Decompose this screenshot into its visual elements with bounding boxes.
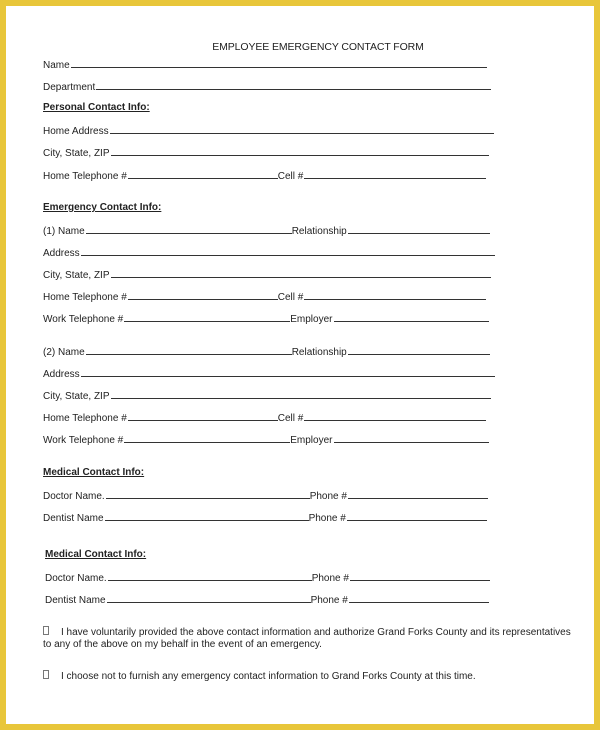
ec2-address-field[interactable]: [81, 367, 495, 377]
ec1-address-field[interactable]: [81, 246, 495, 256]
m1-doctor-field[interactable]: [106, 489, 310, 499]
home-telephone-field[interactable]: [128, 169, 278, 179]
medical-contact-header-2: Medical Contact Info:: [45, 549, 147, 560]
ec1-work-row: [43, 312, 489, 326]
name-row: [43, 58, 487, 72]
ec1-relationship-label: Relationship: [291, 226, 347, 237]
ec1-work-telephone-field[interactable]: [124, 312, 290, 322]
consent-decline-row: [43, 670, 573, 683]
ec1-name-row: [43, 224, 490, 238]
m1-phone2-label: Phone #: [308, 513, 346, 524]
name-field[interactable]: [71, 58, 487, 68]
ec1-employer-label: Employer: [290, 314, 333, 325]
m2-phone1-field[interactable]: [350, 571, 490, 581]
ec1-address-label: Address: [43, 248, 80, 259]
ec1-city-row: [43, 268, 491, 282]
form-page: [6, 6, 594, 724]
personal-contact-header: Personal Contact Info:: [43, 102, 150, 113]
home-address-label: Home Address: [43, 126, 109, 137]
m2-doctor-label: Doctor Name.: [45, 573, 107, 584]
ec2-work-telephone-label: Work Telephone #: [43, 435, 124, 446]
home-address-row: [43, 124, 494, 138]
consent-decline-checkbox[interactable]: [43, 670, 49, 679]
m2-dentist-label: Dentist Name: [45, 595, 106, 606]
consent-provided-checkbox[interactable]: [43, 626, 49, 635]
ec1-relationship-field[interactable]: [348, 224, 490, 234]
ec1-employer-field[interactable]: [334, 312, 489, 322]
consent-decline-text: I choose not to furnish any emergency contact information to Grand Forks County at this time.: [61, 671, 476, 682]
m2-dentist-field[interactable]: [107, 593, 311, 603]
m2-doctor-row: [45, 571, 490, 585]
emergency-contact-header: Emergency Contact Info:: [43, 202, 162, 213]
m1-phone1-label: Phone #: [309, 491, 347, 502]
home-address-field[interactable]: [110, 124, 494, 134]
m1-dentist-row: [43, 511, 487, 525]
ec1-name-label: (1) Name: [43, 226, 85, 237]
medical-contact-header-1: Medical Contact Info:: [43, 467, 145, 478]
department-row: [43, 80, 491, 94]
ec2-name-row: [43, 345, 490, 359]
ec1-work-telephone-label: Work Telephone #: [43, 314, 124, 325]
ec1-name-field[interactable]: [86, 224, 292, 234]
ec2-name-field[interactable]: [86, 345, 292, 355]
ec1-cell-field[interactable]: [304, 290, 486, 300]
m1-phone1-field[interactable]: [348, 489, 488, 499]
consent-provided-row: [43, 626, 573, 651]
ec2-relationship-label: Relationship: [291, 347, 347, 358]
personal-phone-row: [43, 169, 486, 183]
personal-city-label: City, State, ZIP: [43, 148, 110, 159]
m2-dentist-row: [45, 593, 489, 607]
m1-doctor-label: Doctor Name.: [43, 491, 105, 502]
ec2-relationship-field[interactable]: [348, 345, 490, 355]
name-label: Name: [43, 60, 70, 71]
m1-dentist-label: Dentist Name: [43, 513, 104, 524]
m2-phone1-label: Phone #: [311, 573, 349, 584]
ec2-cell-field[interactable]: [304, 411, 486, 421]
home-telephone-label: Home Telephone #: [43, 171, 127, 182]
ec2-employer-label: Employer: [290, 435, 333, 446]
m1-dentist-field[interactable]: [105, 511, 309, 521]
ec2-city-label: City, State, ZIP: [43, 391, 110, 402]
cell-field[interactable]: [304, 169, 486, 179]
ec1-city-field[interactable]: [111, 268, 491, 278]
ec2-city-row: [43, 389, 491, 403]
m2-phone2-field[interactable]: [349, 593, 489, 603]
ec2-work-telephone-field[interactable]: [124, 433, 290, 443]
ec1-home-telephone-label: Home Telephone #: [43, 292, 127, 303]
m2-phone2-label: Phone #: [310, 595, 348, 606]
ec2-home-telephone-label: Home Telephone #: [43, 413, 127, 424]
ec1-address-row: [43, 246, 495, 260]
form-title: EMPLOYEE EMERGENCY CONTACT FORM: [212, 41, 424, 53]
ec2-home-telephone-field[interactable]: [128, 411, 278, 421]
ec1-phone-row: [43, 290, 486, 304]
ec2-phone-row: [43, 411, 486, 425]
cell-label: Cell #: [277, 171, 304, 182]
department-label: Department: [43, 82, 96, 93]
ec2-cell-label: Cell #: [277, 413, 304, 424]
ec2-address-label: Address: [43, 369, 80, 380]
ec1-city-label: City, State, ZIP: [43, 270, 110, 281]
ec2-address-row: [43, 367, 495, 381]
personal-city-field[interactable]: [111, 146, 489, 156]
department-field[interactable]: [96, 80, 491, 90]
m1-phone2-field[interactable]: [347, 511, 487, 521]
ec1-home-telephone-field[interactable]: [128, 290, 278, 300]
consent-provided-text: I have voluntarily provided the above contact information and authorize Grand Forks County and its representatives to any of the above on my behalf in the event of an emergency.: [43, 627, 571, 650]
ec2-name-label: (2) Name: [43, 347, 85, 358]
ec2-city-field[interactable]: [111, 389, 491, 399]
ec2-employer-field[interactable]: [334, 433, 489, 443]
ec1-cell-label: Cell #: [277, 292, 304, 303]
m2-doctor-field[interactable]: [108, 571, 312, 581]
m1-doctor-row: [43, 489, 488, 503]
personal-city-row: [43, 146, 489, 160]
ec2-work-row: [43, 433, 489, 447]
